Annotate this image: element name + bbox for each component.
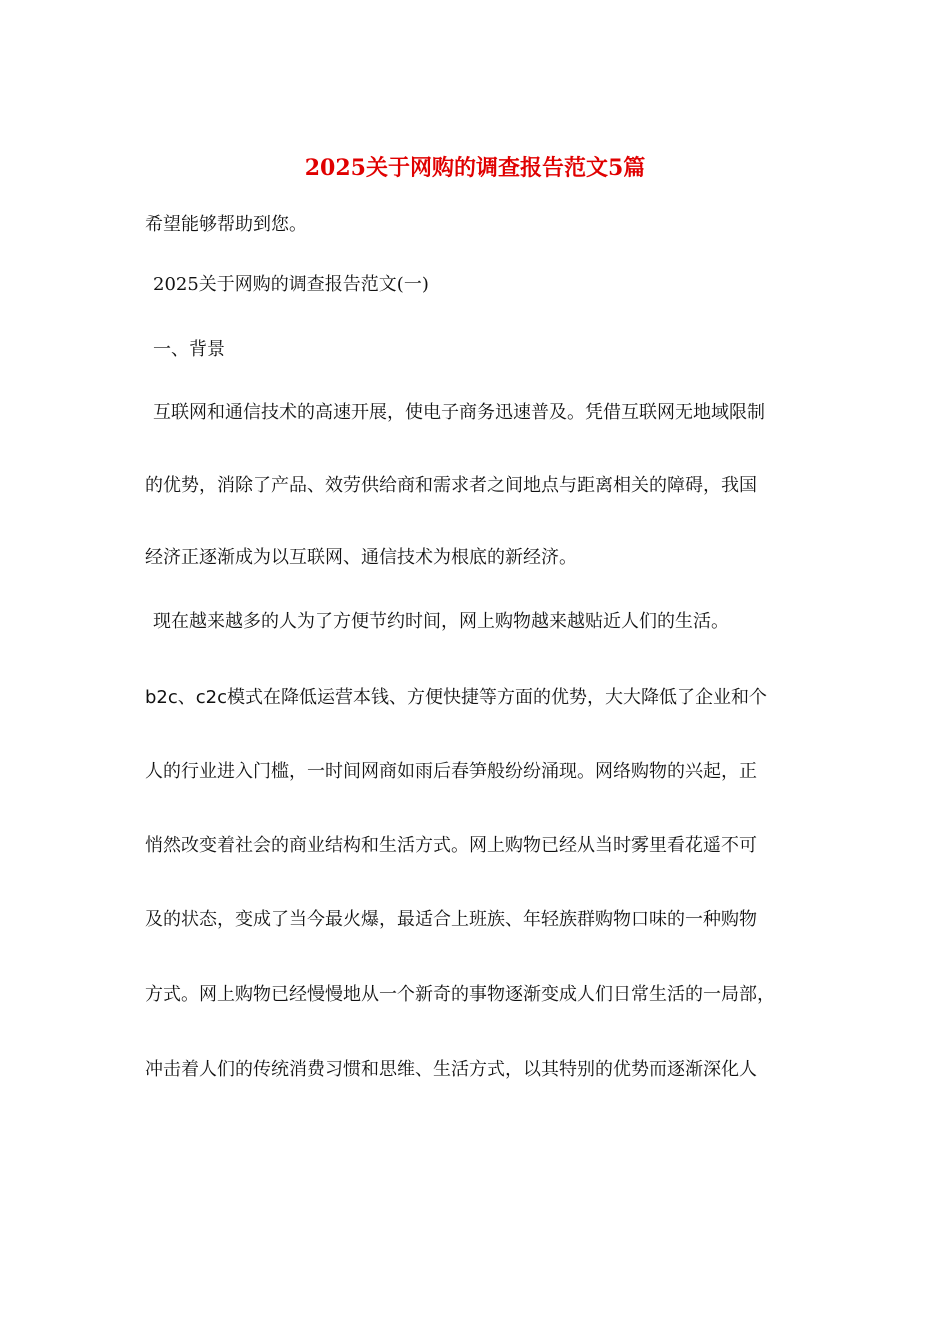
document-title: 2025关于网购的调查报告范文5篇	[304, 155, 646, 181]
paragraph-line: 方式。网上购物已经慢慢地从一个新奇的事物逐渐变成人们日常生活的一局部，	[145, 984, 775, 1005]
paragraph-line: 的优势，消除了产品、效劳供给商和需求者之间地点与距离相关的障碍，我国	[145, 475, 757, 496]
section-title: 2025关于网购的调查报告范文(一)	[153, 274, 429, 295]
paragraph-line: 经济正逐渐成为以互联网、通信技术为根底的新经济。	[145, 547, 577, 568]
paragraph-line: 现在越来越多的人为了方便节约时间，网上购物越来越贴近人们的生活。	[153, 611, 729, 632]
paragraph-line: b2c、c2c模式在降低运营本钱、方便快捷等方面的优势，大大降低了企业和个	[145, 687, 768, 708]
heading-background: 一、背景	[153, 339, 225, 360]
paragraph-line: 互联网和通信技术的高速开展，使电子商务迅速普及。凭借互联网无地域限制	[153, 402, 765, 423]
paragraph-line: 冲击着人们的传统消费习惯和思维、生活方式，以其特别的优势而逐渐深化人	[145, 1059, 757, 1080]
paragraph-line: 悄然改变着社会的商业结构和生活方式。网上购物已经从当时雾里看花遥不可	[145, 835, 757, 856]
intro-text: 希望能够帮助到您。	[145, 214, 307, 235]
paragraph-line: 及的状态，变成了当今最火爆，最适合上班族、年轻族群购物口味的一种购物	[145, 909, 757, 930]
paragraph-line: 人的行业进入门槛，一时间网商如雨后春笋般纷纷涌现。网络购物的兴起，正	[145, 761, 757, 782]
